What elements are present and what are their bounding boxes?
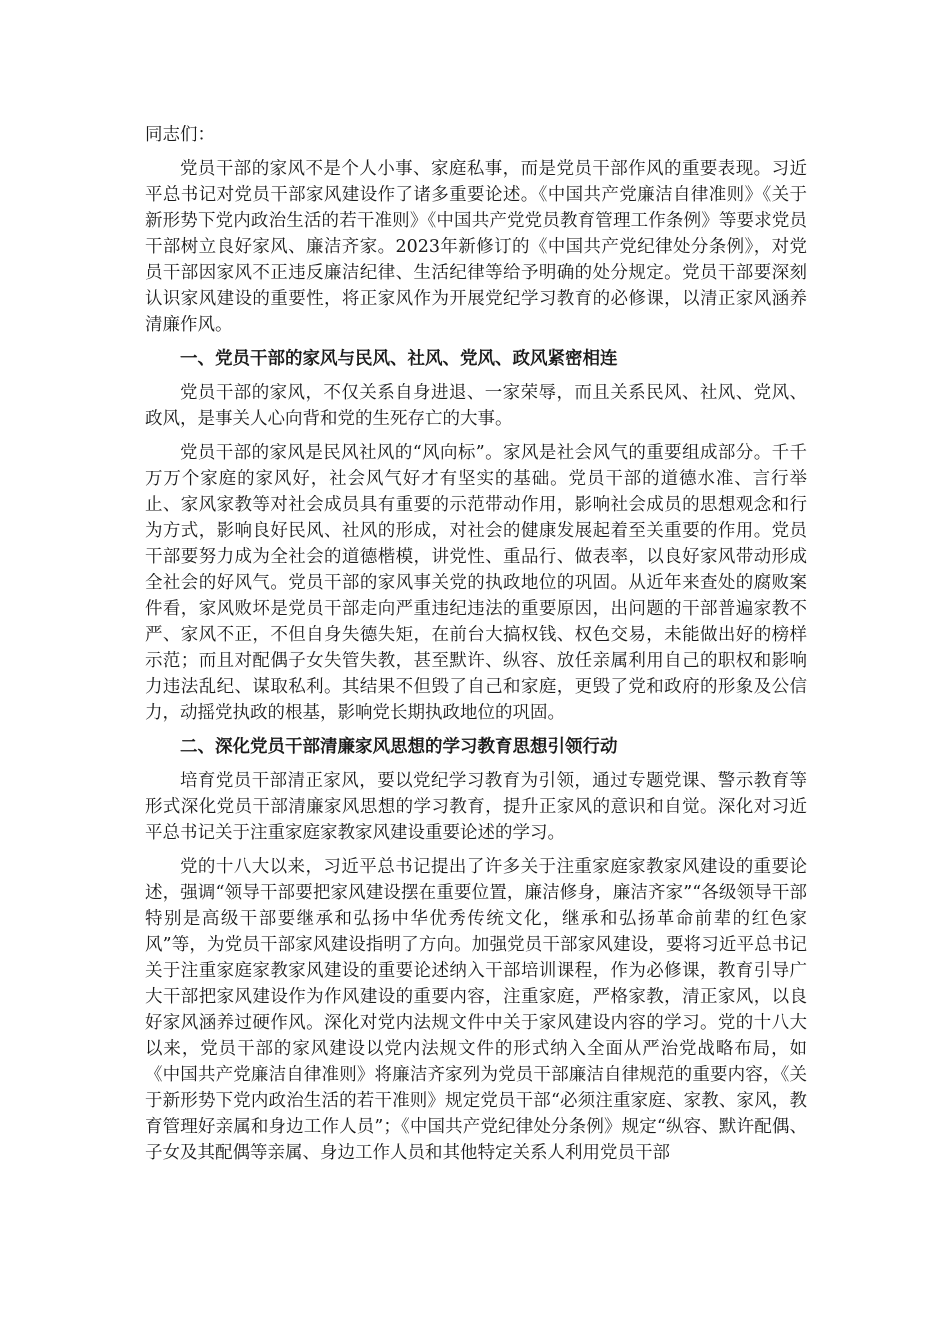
body-paragraph: 党员干部的家风，不仅关系自身进退、一家荣辱，而且关系民风、社风、党风、政风，是事关人心向背和党的生死存亡的大事。 <box>145 383 807 429</box>
document-page <box>145 122 807 1174</box>
section-heading-1: 一、党员干部的家风与民风、社风、党风、政风紧密相连 <box>180 349 618 369</box>
body-paragraph: 培育党员干部清正家风，要以党纪学习教育为引领，通过专题党课、警示教育等形式深化党员干部清廉家风思想的学习教育，提升正家风的意识和自觉。深化对习近平总书记关于注重家庭家教家风建设重要论述的学习。 <box>145 771 807 843</box>
section-heading-2: 二、深化党员干部清廉家风思想的学习教育思想引领行动 <box>180 737 618 757</box>
salutation: 同志们： <box>145 125 215 145</box>
body-paragraph: 党员干部的家风是民风社风的“风向标”。家风是社会风气的重要组成部分。千千万万个家庭的家风好，社会风气好才有坚实的基础。党员干部的道德水准、言行举止、家风家教等对社会成员具有重要的示范带动作用，影响社会成员的思想观念和行为方式，影响良好民风、社风的形成，对社会的健康发展起着至关重要的作用。党员干部要努力成为全社会的道德楷模，讲党性、重品行、做表率，以良好家风带动形成全社会的好风气。党员干部的家风事关党的执政地位的巩固。从近年来查处的腐败案件看，家风败坏是党员干部走向严重违纪违法的重要原因，出问题的干部普遍家教不严、家风不正，不但自身失德失矩，在前台大搞权钱、权色交易，未能做出好的榜样示范；而且对配偶子女失管失教，甚至默许、纵容、放任亲属利用自己的职权和影响力违法乱纪、谋取私利。其结果不但毁了自己和家庭，更毁了党和政府的形象及公信力，动摇党执政的根基，影响党长期执政地位的巩固。 <box>145 443 807 723</box>
intro-paragraph: 党员干部的家风不是个人小事、家庭私事，而是党员干部作风的重要表现。习近平总书记对党员干部家风建设作了诸多重要论述。《中国共产党廉洁自律准则》《关于新形势下党内政治生活的若干准则》《中国共产党党员教育管理工作条例》等要求党员干部树立良好家风、廉洁齐家。2023年新修订的《中国共产党纪律处分条例》，对党员干部因家风不正违反廉洁纪律、生活纪律等给予明确的处分规定。党员干部要深刻认识家风建设的重要性，将正家风作为开展党纪学习教育的必修课，以清正家风涵养清廉作风。 <box>145 159 807 335</box>
body-paragraph: 党的十八大以来，习近平总书记提出了许多关于注重家庭家教家风建设的重要论述，强调“领导干部要把家风建设摆在重要位置，廉洁修身，廉洁齐家”“各级领导干部特别是高级干部要继承和弘扬中华优秀传统文化，继承和弘扬革命前辈的红色家风”等，为党员干部家风建设指明了方向。加强党员干部家风建设，要将习近平总书记关于注重家庭家教家风建设的重要论述纳入干部培训课程，作为必修课，教育引导广大干部把家风建设作为作风建设的重要内容，注重家庭，严格家教，清正家风，以良好家风涵养过硬作风。深化对党内法规文件中关于家风建设内容的学习。党的十八大以来，党员干部的家风建设以党内法规文件的形式纳入全面从严治党战略布局，如《中国共产党廉洁自律准则》将廉洁齐家列为党员干部廉洁自律规范的重要内容，《关于新形势下党内政治生活的若干准则》规定党员干部“必须注重家庭、家教、家风，教育管理好亲属和身边工作人员”；《中国共产党纪律处分条例》规定“纵容、默许配偶、子女及其配偶等亲属、身边工作人员和其他特定关系人利用党员干部 <box>145 857 807 1163</box>
